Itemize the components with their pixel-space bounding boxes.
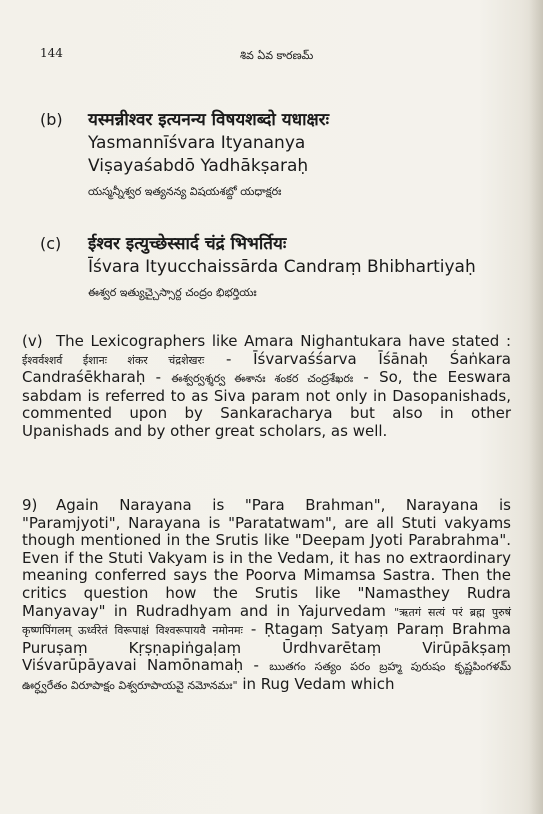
verse-label: (b)	[40, 110, 63, 129]
verse-devanagari: ईश्वर इत्युच्छेस्सार्द चंद्रं भिभर्तियः	[88, 234, 287, 254]
verse-body	[88, 232, 513, 304]
verse-transliteration-line: Viṣayaśabdō Yadhākṣaraḥ	[88, 156, 309, 176]
verse-c	[40, 232, 513, 322]
verse-telugu: యస్మన్నీశ్వర ఇత్యనన్య విషయశబ్దో యధాక్షరః	[88, 185, 282, 198]
running-head: శివ ఏవ కారణమ్	[240, 49, 314, 62]
paragraph-number: 9)	[22, 496, 38, 514]
paragraph-text: Again Narayana is "Para Brahman", Narayana is "Paramjyoti", Narayana is "Paratatwam", are all Stuti vakyams though mentioned in the Srutis like "Deepam Jyoti Parabrahma". Even if the Stuti Vakyam is in the Vedam, it has no extraordinary meaning conferred says the Poorva Mimamsa Sastra. Then the critics question how the Srutis like "Namasthey Rudra Manyavay" in Rudradhyam and in Yajurvedam	[22, 496, 511, 620]
page-number: 144	[40, 46, 63, 60]
paragraph-text: The Lexicographers like Amara Nighantukara have stated :	[56, 332, 511, 350]
paragraph-transliteration: - Ṛtagaṃ Satyaṃ Paraṃ Brahma Puruṣaṃ Kṛṣṇapiṅgaḷaṃ Ūrdhvarētaṃ Virūpākṣaṃ Viśvarūpāyavai Namōnamaḥ -	[22, 620, 511, 675]
verse-body	[88, 108, 513, 203]
page-header	[40, 46, 513, 66]
verse-devanagari: यस्मन्नीश्वर इत्यनन्य विषयशब्दो यधाक्षरः	[88, 110, 330, 130]
paragraph-9	[22, 497, 511, 695]
paragraph-transliteration: - Īśvarvaśśarva Īśānaḥ Śaṅkara Candraśēkharaḥ -	[22, 349, 511, 387]
verse-telugu: ఈశ్వర ఇత్యుచ్చైస్సార్ద చంద్రం భిభర్తియః	[88, 286, 257, 299]
paragraph-telugu: ఈశ్వర్వశ్శర్వ ఈశానః శంకర చంద్రశేఖరః	[171, 372, 354, 386]
paragraph-text: in Rug Vedam which	[242, 674, 395, 693]
page-edge-shadow	[529, 0, 543, 814]
verse-transliteration-line: Yasmannīśvara Ityananya	[88, 133, 306, 153]
verse-b	[40, 108, 513, 226]
paragraph-number: (v)	[22, 332, 43, 350]
paragraph-devanagari: "ऋतगं सत्यं परं ब्रह्म पुरुषं कृष्णपिंगलम् ऊर्ध्वरेतं विरूपाक्षं विश्वरूपायवै नमोनमः	[22, 605, 511, 638]
paragraph-telugu: ఋతగం సత్యం పరం బ్రహ్మ పురుషం కృష్ణపింగళమ్ ఊర్ధ్వరేతం విరూపాక్షం విశ్వరూపాయవై నమోనమః"	[22, 660, 511, 692]
paragraph-devanagari: ईश्वर्वश्शर्व ईशानः शंकर चंद्रशेखरः	[22, 353, 205, 367]
paragraph-v	[22, 333, 511, 441]
verse-transliteration-line: Īśvara Ityucchaissārda Candraṃ Bhibhartiyaḥ	[88, 257, 476, 277]
verse-label: (c)	[40, 234, 62, 253]
paragraph-text: - So, the Eeswara sabdam is referred to as Siva param not only in Dasopanishads, commented upon by Sankaracharya but also in other Upanishads and by other great scholars, as well.	[22, 368, 511, 440]
